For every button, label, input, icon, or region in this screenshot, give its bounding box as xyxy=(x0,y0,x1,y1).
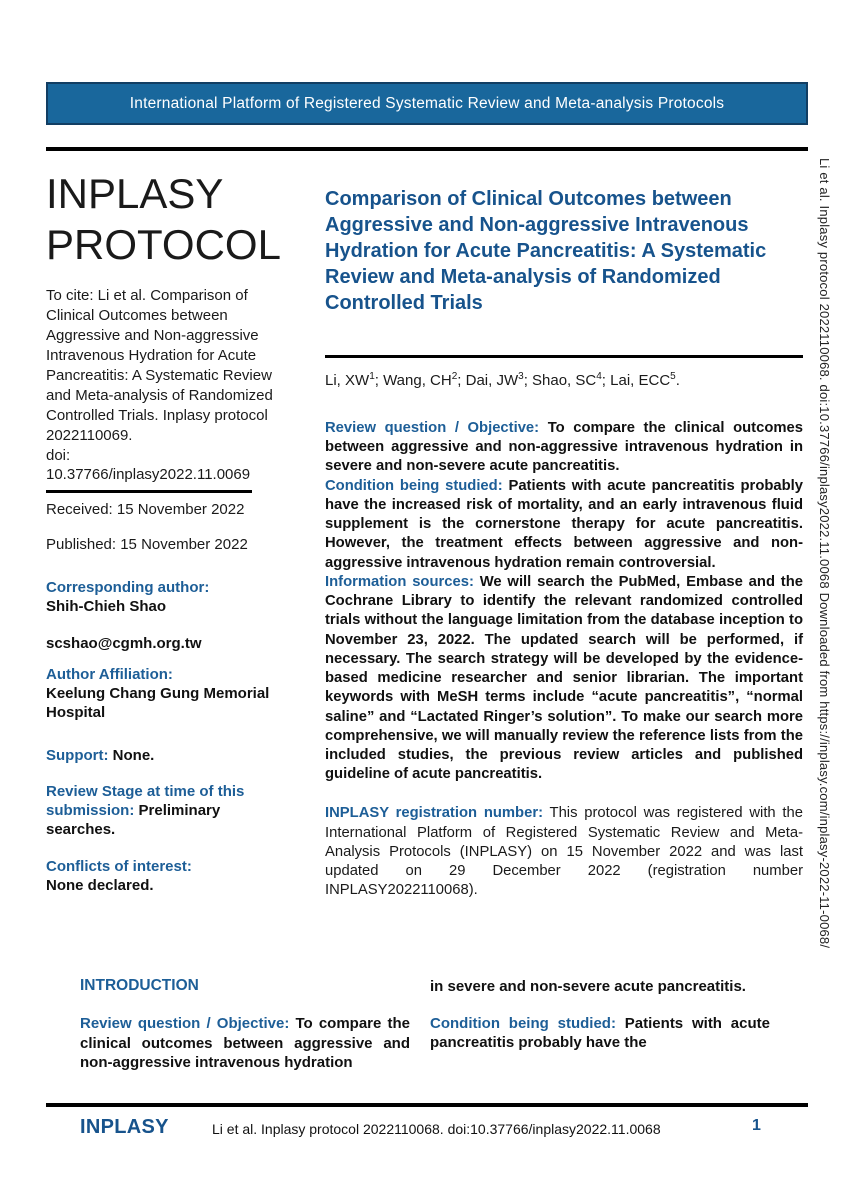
review-question-body: To compare the clinical outcomes between aggressive and non-aggressive intravenous hydration in severe and non-severe acute pancreatitis. xyxy=(325,420,803,475)
intro-review-question-body: To compare the clinical outcomes between aggressive and non-aggressive intravenous hydration xyxy=(80,1015,410,1071)
received-date: Received: 15 November 2022 xyxy=(46,501,245,518)
review-stage-value: Preliminary searches. xyxy=(46,802,221,839)
registration-paragraph xyxy=(325,804,803,900)
masthead-line1: INPLASY xyxy=(46,170,224,217)
registration-body: This protocol was registered with the International Platform of Registered Systematic Review and Meta-Analysis Protocols (INPLASY) on 15 November 2022 and was last updated on 29 December 2022 (registration number INPLASY2022110068). xyxy=(325,805,804,899)
corresponding-author-label: Corresponding author: xyxy=(46,579,210,596)
article-title: Comparison of Clinical Outcomes between Aggressive and Non-aggressive Intravenous Hydration for Acute Pancreatitis: A Systematic Review and Meta-analysis of Randomized Controlled Trials xyxy=(325,188,767,314)
footer-brand: INPLASY xyxy=(80,1116,169,1138)
review-stage-block xyxy=(46,782,271,840)
review-question-paragraph xyxy=(325,419,803,477)
title-author-rule xyxy=(325,355,803,358)
author-4-affiliation-mark: 4 xyxy=(596,371,602,382)
introduction-heading: INTRODUCTION xyxy=(80,977,199,994)
conflicts-block xyxy=(46,857,271,895)
author-5: ; Lai, ECC xyxy=(601,372,671,389)
intro-condition-label: Condition being studied: xyxy=(430,1014,616,1032)
author-3: ; Dai, JW xyxy=(457,372,519,389)
conflicts-label: Conflicts of interest: xyxy=(46,858,192,875)
information-sources-paragraph xyxy=(325,573,803,785)
review-stage-label: Review Stage at time of this submission: xyxy=(46,783,245,820)
support-block xyxy=(46,746,271,765)
review-question-label: Review question / Objective: xyxy=(325,420,540,436)
to-cite-block xyxy=(46,286,298,485)
left-column-rule xyxy=(46,490,252,493)
conflicts-value: None declared. xyxy=(46,877,154,895)
affiliation-label: Author Affiliation: xyxy=(46,666,173,683)
corresponding-author-block xyxy=(46,578,271,616)
author-1: Li, XW xyxy=(325,372,370,389)
author-line-period: . xyxy=(675,372,680,389)
intro-condition-body: Patients with acute pancreatitis probably have the xyxy=(430,1014,770,1051)
affiliation-value: Keelung Chang Gung Memorial Hospital xyxy=(46,685,270,722)
top-divider-rule xyxy=(46,147,808,151)
introduction-left-column xyxy=(80,1014,410,1073)
intro-review-question-label: Review question / Objective: xyxy=(80,1015,290,1032)
condition-body: Patients with acute pancreatitis probably have the increased risk of mortality, and an early intravenous fluid supplement is the cornerstone therapy for acute pancreatitis. However, the treatment effects between aggressive and non-aggressive intravenous hydration remain controversial. xyxy=(325,477,803,571)
journal-banner xyxy=(46,82,808,125)
footer-rule xyxy=(46,1103,808,1107)
condition-label: Condition being studied: xyxy=(325,477,503,494)
information-sources-body: We will search the PubMed, Embase and the Cochrane Library to identify the relevant randomized controlled trials without the language limitation from the database inception to November 23, 2022. The updated search will be performed, if necessary. The search strategy will be developed by the evidence-based medicine researcher and senior librarian. The important keywords with MeSH terms include “acute pancreatitis”, “normal saline” and “Lactated Ringer’s solution”. To make our search more comprehensive, we will manually review the reference lists from the included studies, the previous review articles and published guideline of acute pancreatitis. xyxy=(325,573,803,783)
author-2-affiliation-mark: 2 xyxy=(451,371,458,382)
author-5-affiliation-mark: 5 xyxy=(670,371,676,382)
to-cite-doi-label: doi: xyxy=(46,446,71,464)
registration-label: INPLASY registration number: xyxy=(325,805,544,822)
author-line xyxy=(325,371,803,389)
author-3-affiliation-mark: 3 xyxy=(518,371,524,382)
sidebar-download-note: Li et al. Inplasy protocol 2022110068. doi:10.37766/inplasy2022.11.0068 Downloaded from https://inplasy.com/inplasy-2022-11-0068/ xyxy=(817,158,832,949)
intro-continuation-text: in severe and non-severe acute pancreatitis. xyxy=(430,978,746,995)
introduction-right-column xyxy=(430,977,770,1053)
author-1-affiliation-mark: 1 xyxy=(369,371,375,382)
corresponding-author-email xyxy=(46,634,271,653)
published-date: Published: 15 November 2022 xyxy=(46,536,248,553)
masthead-line2: PROTOCOL xyxy=(46,221,281,269)
footer-citation: Li et al. Inplasy protocol 2022110068. doi:10.37766/inplasy2022.11.0068 xyxy=(212,1121,661,1137)
intro-condition-paragraph xyxy=(430,1014,770,1053)
author-affiliation-block xyxy=(46,665,271,723)
support-label: Support: xyxy=(46,747,109,764)
email-text: scshao@cgmh.org.tw xyxy=(46,635,202,652)
corresponding-author-name: Shih-Chieh Shao xyxy=(46,598,166,616)
journal-banner-text: International Platform of Registered Systematic Review and Meta-analysis Protocols xyxy=(129,94,725,112)
author-2: ; Wang, CH xyxy=(374,372,452,389)
information-sources-label: Information sources: xyxy=(325,573,474,590)
to-cite-doi-value: 10.37766/inplasy2022.11.0069 xyxy=(46,466,251,484)
support-value: None. xyxy=(112,747,155,764)
abstract-column xyxy=(325,419,803,901)
masthead xyxy=(46,168,281,270)
condition-paragraph xyxy=(325,477,803,573)
author-4: ; Shao, SC xyxy=(523,372,597,389)
to-cite-text: To cite: Li et al. Comparison of Clinical Outcomes between Aggressive and Non-aggressive Intravenous Hydration for Acute Pancreatitis: A Systematic Review and Meta-analysis of Randomized Controlled Trials. Inplasy protocol 2022110069. xyxy=(46,287,273,444)
page-number: 1 xyxy=(752,1117,761,1134)
